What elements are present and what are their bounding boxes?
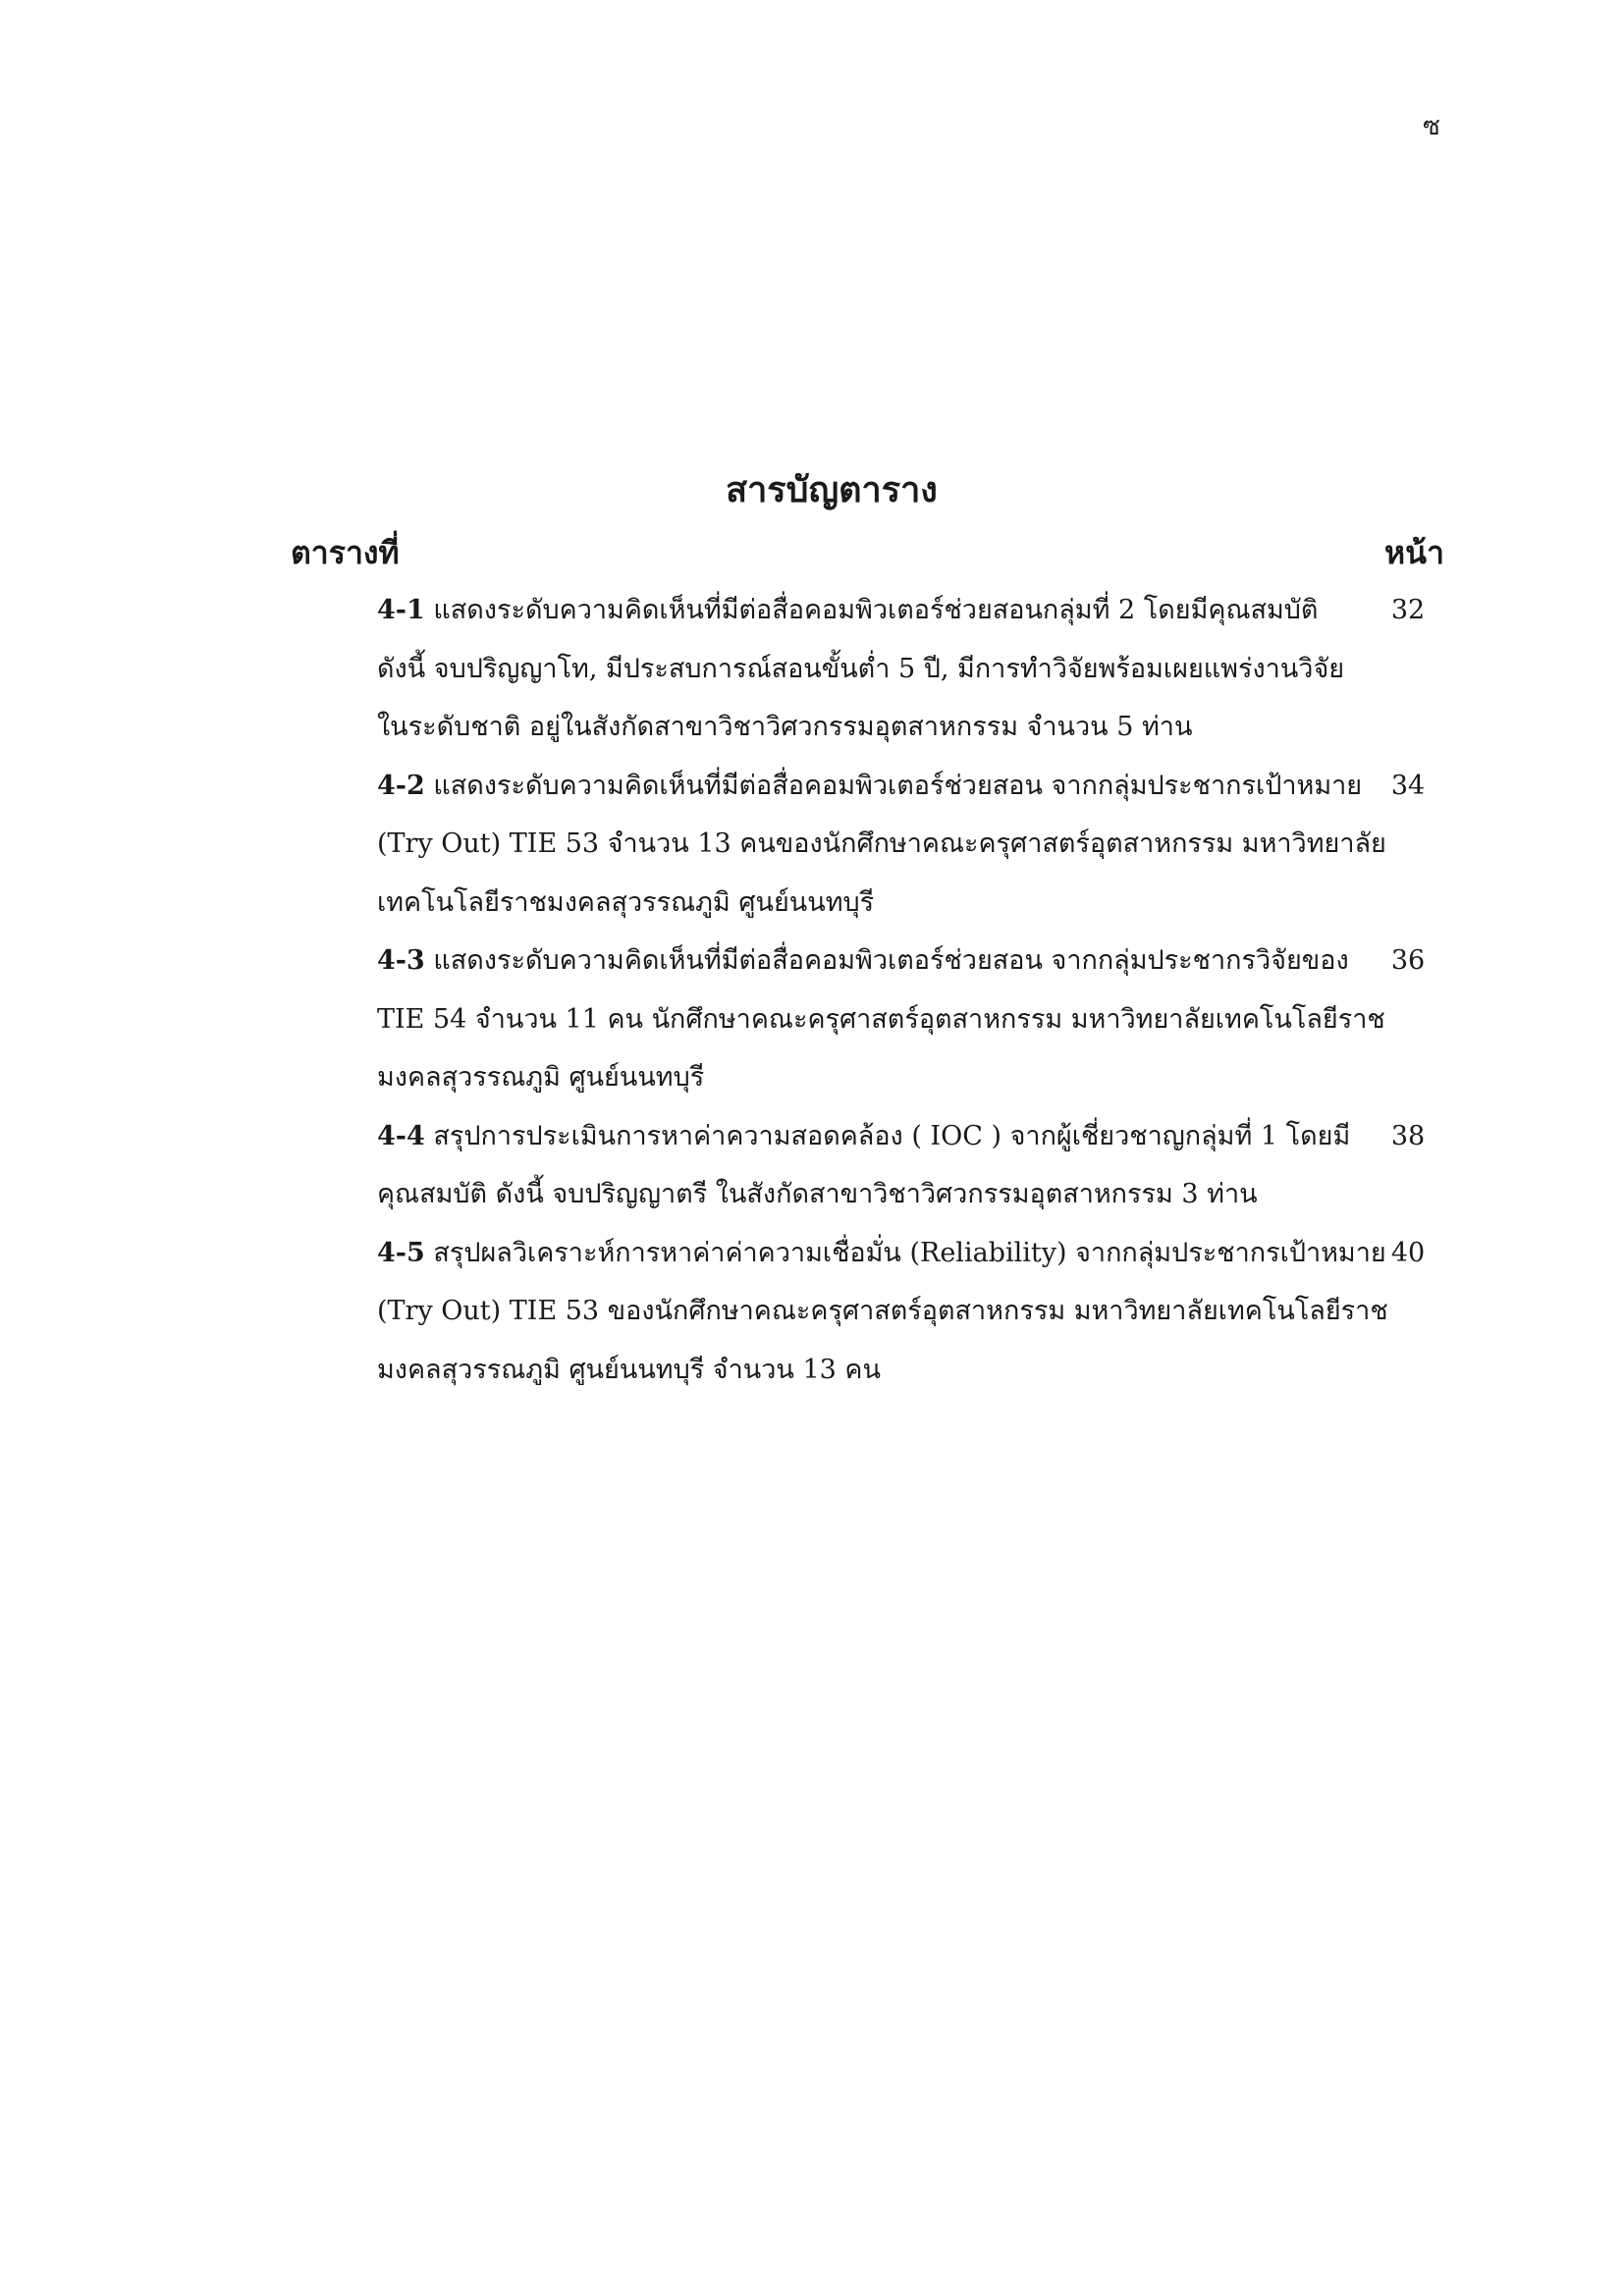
entry-line: มงคลสุวรรณภูมิ ศูนย์นนทบุรี — [377, 1062, 705, 1093]
entry-code: 4-1 — [377, 595, 425, 625]
column-header-table-no: ตารางที่ — [291, 534, 400, 571]
page-number: ซ — [1423, 112, 1440, 141]
entry-code: 4-3 — [377, 945, 425, 976]
entry-line — [377, 1224, 1386, 1283]
entry-page-number: 36 — [1390, 945, 1426, 976]
entry-code: 4-4 — [377, 1120, 425, 1151]
entry-line: เทคโนโลยีราชมงคลสุวรรณภูมิ ศูนย์นนทบุรี — [377, 886, 875, 918]
entry-line-text: แสดงระดับความคิดเห็นที่มีต่อสื่อคอมพิวเตอร์ช่วยสอนกลุ่มที่ 2 โดยมีคุณสมบัติ — [424, 595, 1319, 625]
entry-line: มงคลสุวรรณภูมิ ศูนย์นนทบุรี จำนวน 13 คน — [377, 1354, 881, 1385]
list-item — [377, 757, 1437, 933]
entry-line-text: สรุปการประเมินการหาค่าความสอดคล้อง ( IOC ) จากผู้เชี่ยวชาญกลุ่มที่ 1 โดยมี — [424, 1120, 1351, 1151]
entry-line: TIE 54 จำนวน 11 คน นักศึกษาคณะครุศาสตร์อุตสาหกรรม มหาวิทยาลัยเทคโนโลยีราช — [377, 1003, 1385, 1035]
entry-code: 4-5 — [377, 1237, 425, 1268]
entry-code: 4-2 — [377, 770, 425, 801]
entry-line — [377, 581, 1369, 640]
entry-page-number: 34 — [1390, 770, 1426, 801]
list-item — [377, 1107, 1437, 1224]
entry-text — [377, 1107, 1369, 1224]
entry-line — [377, 1107, 1369, 1166]
entry-page-number: 32 — [1390, 595, 1426, 625]
list-item — [377, 932, 1437, 1107]
entry-text — [377, 757, 1386, 933]
entry-line-text: แสดงระดับความคิดเห็นที่มีต่อสื่อคอมพิวเตอร์ช่วยสอน จากกลุ่มประชากรเป้าหมาย — [424, 770, 1363, 801]
entry-text — [377, 1224, 1388, 1400]
entry-text — [377, 581, 1369, 757]
list-item — [377, 581, 1437, 757]
entry-line-text: แสดงระดับความคิดเห็นที่มีต่อสื่อคอมพิวเตอร์ช่วยสอน จากกลุ่มประชากรวิจัยของ — [424, 945, 1349, 976]
entry-page-number: 38 — [1390, 1120, 1426, 1151]
entry-page-number: 40 — [1390, 1237, 1426, 1268]
entry-line: (Try Out) TIE 53 ของนักศึกษาคณะครุศาสตร์อุตสาหกรรม มหาวิทยาลัยเทคโนโลยีราช — [377, 1296, 1388, 1326]
column-header-page: หน้า — [1384, 534, 1444, 571]
page-title: สารบัญตาราง — [726, 469, 938, 510]
list-item — [377, 1224, 1437, 1400]
entry-line: คุณสมบัติ ดังนี้ จบปริญญาตรี ในสังกัดสาขาวิชาวิศวกรรมอุตสาหกรรม 3 ท่าน — [377, 1179, 1258, 1209]
entry-line: ในระดับชาติ อยู่ในสังกัดสาขาวิชาวิศวกรรมอุตสาหกรรม จำนวน 5 ท่าน — [377, 712, 1193, 742]
entry-line: (Try Out) TIE 53 จำนวน 13 คนของนักศึกษาคณะครุศาสตร์อุตสาหกรรม มหาวิทยาลัย — [377, 828, 1386, 859]
entry-line — [377, 932, 1369, 990]
entry-line — [377, 757, 1369, 816]
entry-text — [377, 932, 1385, 1107]
table-of-tables-list — [377, 581, 1437, 1399]
entry-line: ดังนี้ จบปริญญาโท, มีประสบการณ์สอนขั้นต่ำ 5 ปี, มีการทำวิจัยพร้อมเผยแพร่งานวิจัย — [377, 653, 1345, 684]
entry-line-text: สรุปผลวิเคราะห์การหาค่าค่าความเชื่อมั่น (Reliability) จากกลุ่มประชากรเป้าหมาย — [424, 1237, 1386, 1268]
